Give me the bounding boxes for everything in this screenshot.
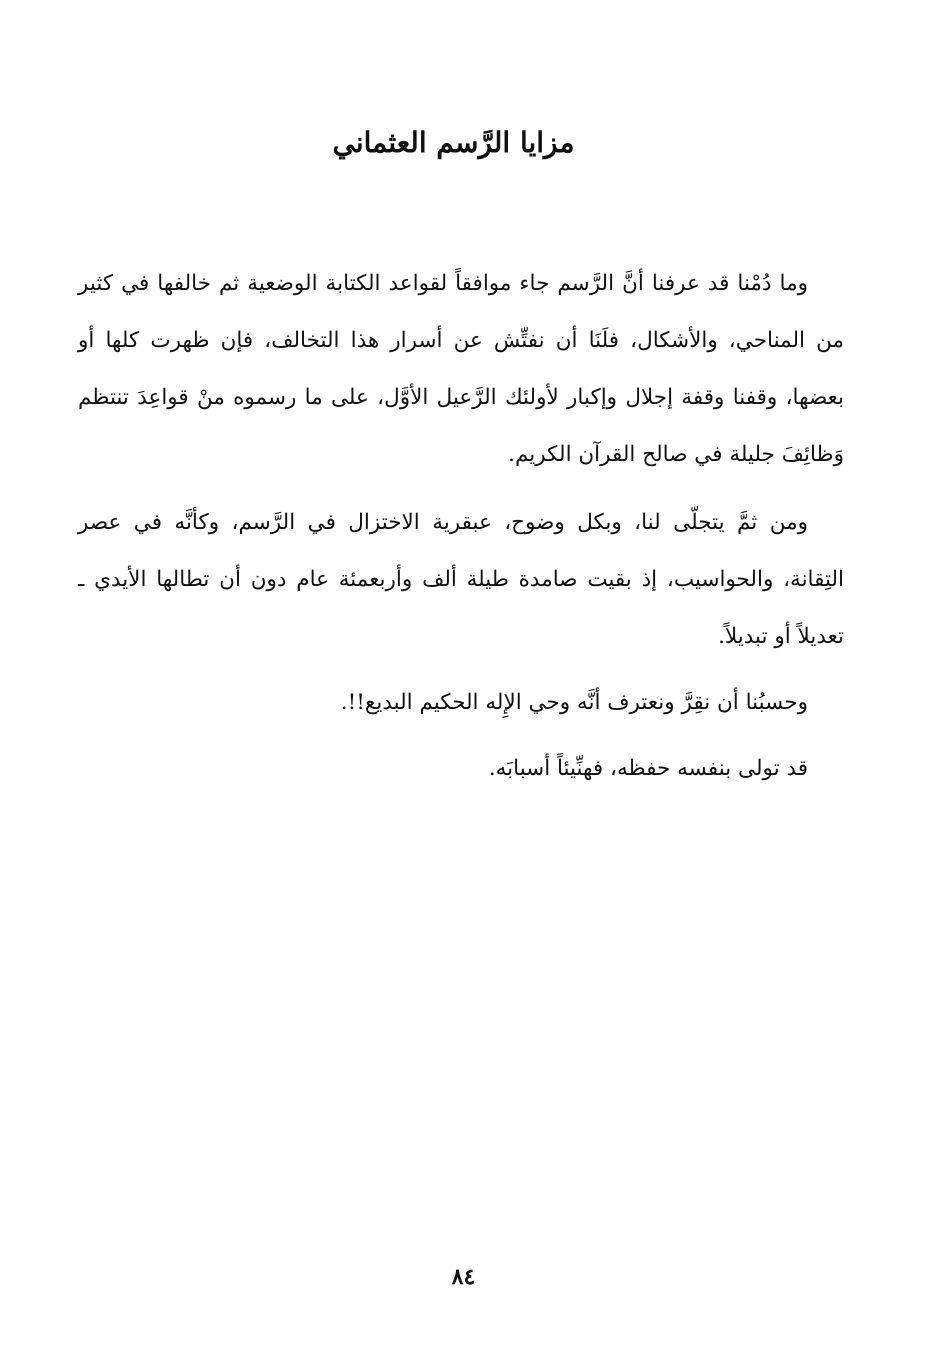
page-number: ٨٤: [451, 1264, 476, 1290]
paragraph-1: وما دُمْنا قد عرفنا أنَّ الرَّسم جاء موافقاً لقواعد الكتابة الوضعية ثم خالفها في كثير من المناحي، والأشكال، فلَنَا أن نفتِّش عن أسرار هذا التخالف، فإن ظهرت كلها أو بعضها، وقفنا وقفة إجلال وإكبار لأولئك الرَّعيل الأوَّل، على ما رسموه منْ قواعِدَ تنتظم وَظائِفَ جليلة في صالح القرآن الكريم.: [78, 271, 844, 467]
paragraph-3: وحسبُنا أن نقِرَّ ونعترف أنَّه وحي الإِله الحكيم البديع!!.: [340, 690, 808, 715]
paragraph-4: قد تولى بنفسه حفظه، فهنِّيئاً أسبابَه.: [488, 756, 808, 781]
body-text: [78, 255, 844, 797]
page-title: مزايا الرَّسم العثماني: [332, 126, 575, 159]
paragraph-2: ومن ثمَّ يتجلّى لنا، وبكل وضوح، عبقرية الاختزال في الرَّسم، وكأنَّه في عصر التِقانة، والحواسيب، إذ بقيت صامدة طيلة ألف وأربعمئة عام دون أن تطالها الأيدي ـ تعديلاً أو تبديلاً.: [78, 510, 844, 649]
